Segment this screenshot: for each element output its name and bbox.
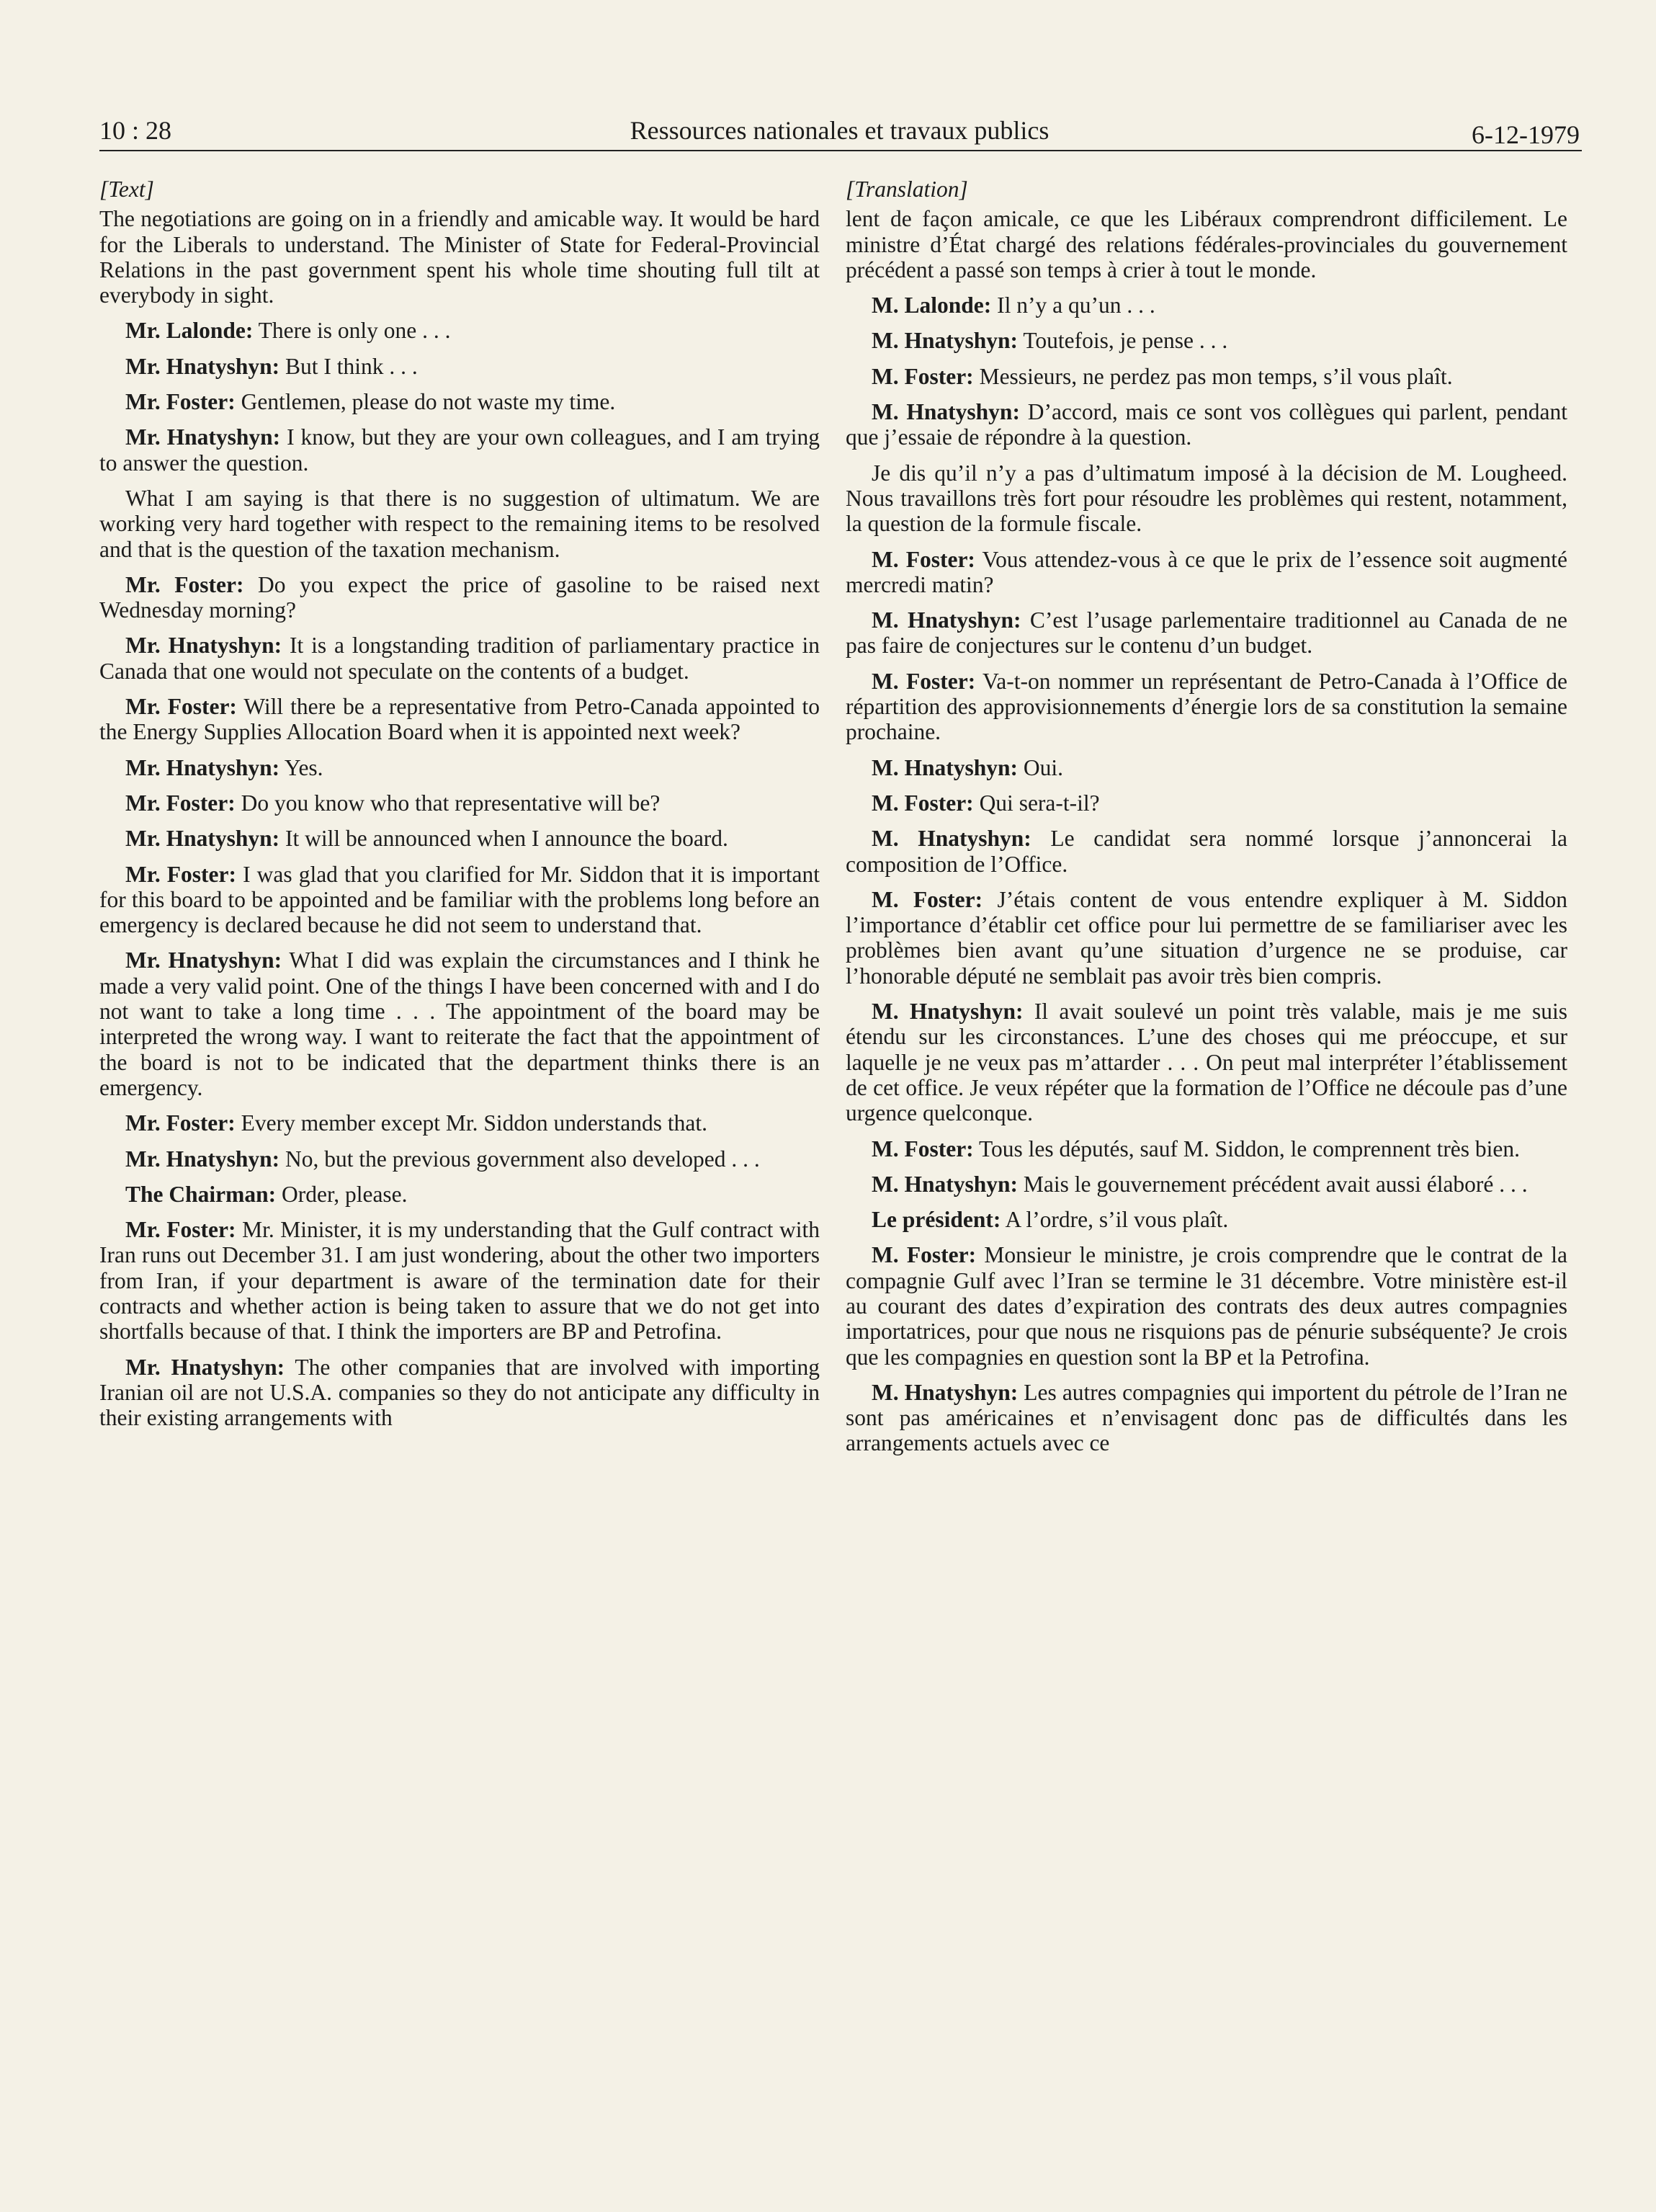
speech-text: Oui. (1023, 754, 1064, 780)
speech-text: Mais le gouvernement précédent avait aussi élaboré . . . (1023, 1171, 1528, 1197)
speaker-name: Mr. Foster: (125, 694, 237, 720)
speaker-name: M. Hnatyshyn: (872, 754, 1019, 780)
transcript-paragraph (99, 947, 820, 1100)
transcript-paragraph (99, 694, 820, 745)
speaker-name: Mr. Foster: (125, 1217, 236, 1243)
speech-text: J’étais content de vous entendre expliquer à M. Siddon l’importance d’établir cet office pour lui permettre de se familiariser avec les problèmes bien avant qu’une situation d’urgence ne se produise, car l’honorable député ne semblait pas avoir très bien compris. (846, 886, 1567, 989)
speech-text: Les autres compagnies qui importent du pétrole de l’Iran ne sont pas américaines et n’envisagent donc pas de difficultés dans les arrangements actuels avec ce (846, 1379, 1568, 1456)
speaker-name: M. Hnatyshyn: (872, 999, 1024, 1025)
transcript-paragraph (846, 364, 1567, 389)
left-column-english (99, 177, 820, 1440)
speaker-name: M. Foster: (872, 546, 975, 572)
transcript-paragraph (846, 1207, 1567, 1232)
speech-text: Gentlemen, please do not waste my time. (241, 389, 616, 415)
transcript-paragraph (99, 206, 820, 308)
transcript-paragraph (846, 1242, 1567, 1369)
transcript-paragraph (846, 1380, 1567, 1456)
speech-text: Il avait soulevé un point très valable, mais je me suis étendu sur les circonstances. L’une des choses qui me préoccupe, et sur laquelle je ne veux pas m’attarder . . . On peut mal interpréter l’établissement de cet office. Je veux répéter que la formation de l’Office ne découle pas d’une urgence quelconque. (846, 999, 1568, 1126)
speaker-name: M. Hnatyshyn: (872, 1379, 1019, 1405)
speech-text: It will be announced when I announce the board. (285, 826, 728, 852)
speech-text: The other companies that are involved with importing Iranian oil are not U.S.A. companies so they do not anticipate any difficulty in their existing arrangements with (99, 1354, 820, 1431)
speaker-name: Mr. Foster: (125, 861, 236, 887)
speech-text: lent de façon amicale, ce que les Libéraux comprendront difficilement. Le ministre d’État chargé des relations fédérales-provinciales du gouvernement précédent a passé son temps à crier à tout le monde. (846, 206, 1567, 282)
speaker-name: Mr. Lalonde: (125, 318, 254, 344)
speaker-name: Mr. Hnatyshyn: (125, 947, 282, 973)
speaker-name: M. Foster: (872, 1242, 977, 1268)
transcript-paragraph (99, 755, 820, 780)
speaker-name: Mr. Foster: (125, 1110, 236, 1136)
speaker-name: Mr. Hnatyshyn: (125, 1146, 280, 1172)
speech-text: No, but the previous government also developed . . . (285, 1146, 760, 1172)
speech-text: Order, please. (282, 1181, 408, 1207)
speech-text: Vous attendez-vous à ce que le prix de l’essence soit augmenté mercredi matin? (846, 546, 1567, 597)
transcript-paragraph (846, 1136, 1567, 1161)
speaker-name: M. Foster: (872, 1136, 974, 1161)
transcript-paragraph (846, 826, 1567, 877)
speaker-name: The Chairman: (125, 1181, 277, 1207)
speech-text: Mr. Minister, it is my understanding that the Gulf contract with Iran runs out December 31. I am just wondering, about the other two importers from Iran, if your department is aware of the termination date for their contracts and whether action is being taken to assure that we do not get into shortfalls because of that. I think the importers are BP and Petrofina. (99, 1217, 820, 1344)
right-column-french (846, 177, 1567, 1466)
speaker-name: Mr. Hnatyshyn: (125, 424, 281, 450)
header-date: 6-12-1979 (1472, 120, 1580, 149)
transcript-paragraph (99, 389, 820, 414)
speech-text: What I am saying is that there is no suggestion of ultimatum. We are working very hard together with respect to the remaining items to be resolved and that is the question of the taxation mechanism. (99, 485, 820, 562)
speech-text: It is a longstanding tradition of parliamentary practice in Canada that one would not speculate on the contents of a budget. (99, 633, 820, 684)
transcript-paragraph (846, 755, 1567, 780)
speech-text: Will there be a representative from Petro-Canada appointed to the Energy Supplies Allocation Board when it is appointed next week? (99, 694, 820, 745)
speech-text: C’est l’usage parlementaire traditionnel au Canada de ne pas faire de conjectures sur le contenu d’un budget. (846, 607, 1567, 659)
page-header (99, 114, 1580, 151)
speech-text: The negotiations are going on in a friendly and amicable way. It would be hard for the Liberals to understand. The Minister of State for Federal-Provincial Relations in the past government spent his whole time shouting full tilt at everybody in sight. (99, 206, 820, 308)
column-tag: [Text] (99, 177, 154, 202)
transcript-paragraph (99, 1182, 820, 1207)
speaker-name: Mr. Foster: (125, 571, 244, 597)
transcript-paragraph (99, 354, 820, 379)
speech-text: Il n’y a qu’un . . . (997, 293, 1155, 318)
transcript-paragraph (846, 460, 1567, 537)
transcript-paragraph (846, 669, 1567, 745)
transcript-paragraph (846, 607, 1567, 659)
speech-text: Le candidat sera nommé lorsque j’annoncerai la composition de l’Office. (846, 826, 1567, 877)
transcript-paragraph (846, 328, 1567, 353)
speech-text: Monsieur le ministre, je crois comprendre que le contrat de la compagnie Gulf avec l’Iran se termine le 31 décembre. Votre ministère est-il au courant des dates d’expiration des contrats des deux autres compagnies importatrices, pour que nous ne risquions pas de pénurie subséquente? Je crois que les compagnies en question sont la BP et la Petrofina. (846, 1242, 1567, 1370)
speech-text: What I did was explain the circumstances and I think he made a very valid point. One of the things I have been concerned with and I do not want to take a long time . . . The appointment of the board may be interpreted the wrong way. I want to reiterate the fact that the appointment of the board is not to be indicated that the department thinks there is an emergency. (99, 947, 820, 1100)
transcript-paragraph (99, 633, 820, 684)
speech-text: Qui sera-t-il? (979, 790, 1100, 816)
transcript-paragraph (846, 887, 1567, 989)
speaker-name: M. Foster: (872, 790, 974, 816)
transcript-paragraph (99, 1146, 820, 1172)
speech-text: Yes. (284, 754, 323, 780)
page-number: 10 : 28 (99, 116, 172, 145)
transcript-paragraph (846, 1172, 1567, 1197)
transcript-paragraph (99, 862, 820, 938)
speaker-name: M. Foster: (872, 886, 983, 912)
speaker-name: M. Hnatyshyn: (872, 399, 1020, 425)
header-title: Ressources nationales et travaux publics (630, 116, 1049, 145)
speech-text: I know, but they are your own colleagues, and I am trying to answer the question. (99, 424, 820, 476)
header-rule (99, 150, 1582, 151)
transcript-paragraph (99, 486, 820, 562)
speech-text: D’accord, mais ce sont vos collègues qui parlent, pendant que j’essaie de répondre à la question. (846, 399, 1567, 450)
speaker-name: Mr. Hnatyshyn: (125, 633, 282, 659)
speech-text: I was glad that you clarified for Mr. Siddon that it is important for this board to be appointed and be familiar with the problems long before an emergency is declared because he did not seem to understand that. (99, 861, 820, 938)
speech-text: Toutefois, je pense . . . (1023, 328, 1228, 354)
speaker-name: M. Hnatyshyn: (872, 1171, 1019, 1197)
speaker-name: Mr. Hnatyshyn: (125, 1354, 285, 1380)
transcript-paragraph (99, 1355, 820, 1431)
transcript-paragraph (846, 399, 1567, 450)
speaker-name: M. Hnatyshyn: (872, 826, 1031, 852)
transcript-paragraph (99, 572, 820, 623)
transcript-paragraph (99, 424, 820, 476)
transcript-paragraph (846, 547, 1567, 598)
speaker-name: M. Hnatyshyn: (872, 328, 1019, 354)
speaker-name: Le président: (872, 1207, 1001, 1233)
speaker-name: M. Hnatyshyn: (872, 607, 1021, 633)
speaker-name: Mr. Foster: (125, 389, 236, 415)
speech-text: Every member except Mr. Siddon understands that. (241, 1110, 707, 1136)
speech-text: Messieurs, ne perdez pas mon temps, s’il vous plaît. (979, 363, 1453, 389)
speech-text: Va-t-on nommer un représentant de Petro-Canada à l’Office de répartition des approvisionnements d’énergie lors de sa constitution la semaine prochaine. (846, 668, 1567, 745)
transcript-paragraph (99, 826, 820, 851)
transcript-paragraph (846, 790, 1567, 816)
transcript-paragraph (846, 206, 1567, 282)
column-tag: [Translation] (846, 177, 968, 202)
speaker-name: Mr. Foster: (125, 790, 236, 816)
transcript-paragraph (99, 318, 820, 343)
speaker-name: Mr. Hnatyshyn: (125, 754, 280, 780)
transcript-paragraph (99, 790, 820, 816)
speaker-name: M. Foster: (872, 668, 976, 694)
transcript-paragraph (99, 1217, 820, 1344)
speech-text: Je dis qu’il n’y a pas d’ultimatum imposé à la décision de M. Lougheed. Nous travaillons très fort pour résoudre les problèmes qui restent, notamment, la question de la formule fiscale. (846, 460, 1567, 537)
speech-text: There is only one . . . (258, 318, 451, 344)
speech-text: A l’ordre, s’il vous plaît. (1005, 1207, 1229, 1233)
speaker-name: M. Lalonde: (872, 293, 992, 318)
speech-text: Do you expect the price of gasoline to be raised next Wednesday morning? (99, 571, 820, 623)
transcript-paragraph (846, 293, 1567, 318)
speaker-name: M. Foster: (872, 363, 974, 389)
speech-text: Do you know who that representative will be? (241, 790, 661, 816)
speaker-name: Mr. Hnatyshyn: (125, 353, 280, 379)
speaker-name: Mr. Hnatyshyn: (125, 826, 280, 852)
speech-text: But I think . . . (285, 353, 418, 379)
transcript-paragraph (99, 1110, 820, 1136)
transcript-paragraph (846, 999, 1567, 1125)
speech-text: Tous les députés, sauf M. Siddon, le comprennent très bien. (979, 1136, 1521, 1161)
